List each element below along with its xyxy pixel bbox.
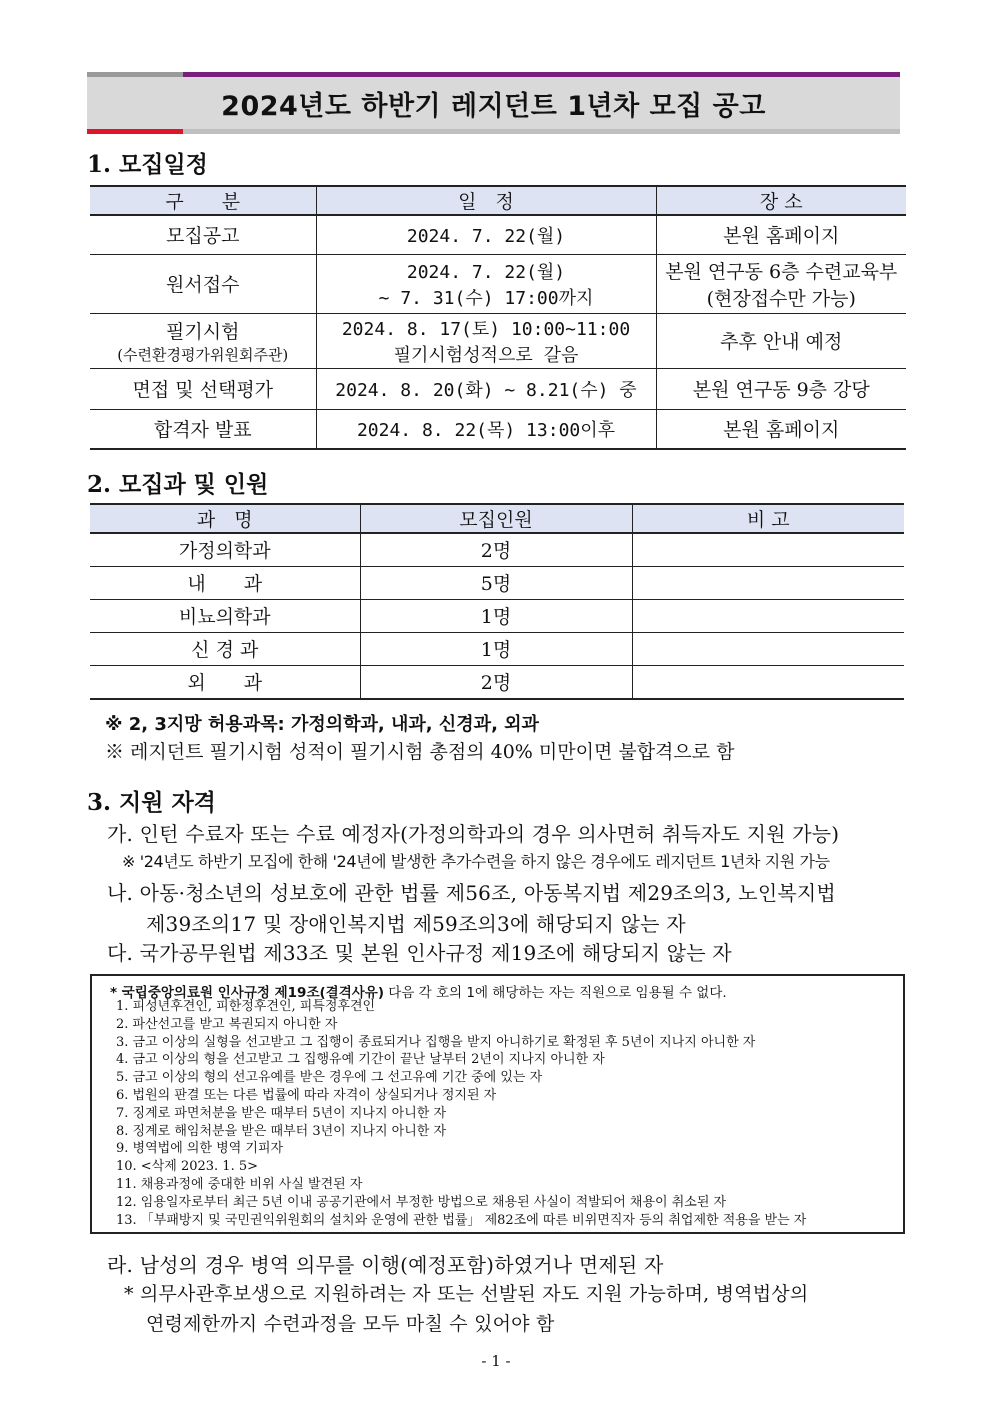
table-row [90,254,906,313]
regulation-item: 4. 금고 이상의 형을 선고받고 그 집행유예 기간이 끝난 날부터 2년이 지나지 아니한 자 [116,1052,605,1068]
row-place: 본원 홈페이지 [656,409,906,449]
header-department: 과 명 [90,504,360,533]
row-date [316,254,656,313]
regulation-item: 7. 징계로 파면처분을 받은 때부터 5년이 지나지 아니한 자 [116,1105,447,1121]
schedule-table [90,185,906,450]
regulation-item: 9. 병역법에 의한 병역 기피자 [116,1141,284,1157]
row-category: 모집공고 [90,215,316,254]
section2-heading: 2. 모집과 및 인원 [87,471,269,498]
title-banner [87,72,900,134]
row-place [656,254,906,313]
regulation-item: 10. <삭제 2023. 1. 5> [116,1159,258,1175]
table-row [90,409,906,449]
regulation-item: 1. 피성년후견인, 피한정후견인, 피특정후견인 [116,999,376,1014]
row-category-line1: 필기시험 [166,320,240,343]
header-place: 장 소 [656,186,906,215]
row-place: 추후 안내 예정 [656,313,906,368]
row-date: 2024. 8. 20(화) ~ 8.21(수) 중 [316,368,656,409]
row-date-line1: 2024. 7. 22(월) [406,261,566,283]
qualification-ra-note-line1: * 의무사관후보생으로 지원하려는 자 또는 선발된 자도 지원 가능하며, 병역법상의 [124,1283,809,1305]
section1-heading: 1. 모집일정 [87,151,208,178]
regulation-item: 12. 임용일자로부터 최근 5년 이내 공공기관에서 부정한 방법으로 채용된 사실이 적발되어 채용이 취소된 자 [116,1194,727,1210]
dept-note [632,533,904,566]
header-category: 구 분 [90,186,316,215]
dept-note [632,632,904,665]
qualification-da: 다. 국가공무원법 제33조 및 본원 인사규정 제19조에 해당되지 않는 자 [107,941,732,965]
qualification-ga-note: ※ '24년도 하반기 모집에 한해 '24년에 발생한 추가수련을 하지 않은 경우에도 레지던트 1년차 지원 가능 [122,852,830,871]
dept-note [632,599,904,632]
table-row [90,313,906,368]
row-date [316,313,656,368]
table-header-row [90,504,904,533]
row-place: 본원 연구동 9층 강당 [656,368,906,409]
row-date: 2024. 8. 22(목) 13:00이후 [316,409,656,449]
regulation-item: 3. 금고 이상의 실형을 선고받고 그 집행이 종료되거나 집행을 받지 아니하기로 확정된 후 5년이 지나지 아니한 자 [116,1034,756,1050]
dept-name: 내 과 [90,566,360,599]
regulation-item: 11. 채용과정에 중대한 비위 사실 발견된 자 [116,1176,363,1192]
table-header-row [90,186,906,215]
dept-name: 비뇨의학과 [90,599,360,632]
regulation-list [116,998,806,1229]
table-row [90,632,904,665]
row-place-line2: (현장접수만 가능) [706,287,856,310]
header-note: 비 고 [632,504,904,533]
dept-name: 가정의학과 [90,533,360,566]
qualification-ra: 라. 남성의 경우 병역 의무를 이행(예정포함)하였거나 면제된 자 [107,1253,664,1277]
qualification-ra-note-line2: 연령제한까지 수련과정을 모두 마칠 수 있어야 함 [146,1313,555,1335]
row-date: 2024. 7. 22(월) [316,215,656,254]
dept-count: 2명 [360,533,632,566]
qualification-na-line2: 제39조의17 및 장애인복지법 제59조의3에 해당되지 않는 자 [146,912,686,936]
row-category: 원서접수 [90,254,316,313]
header-count: 모집인원 [360,504,632,533]
table-row [90,566,904,599]
section3-heading: 3. 지원 자격 [87,789,216,816]
row-place: 본원 홈페이지 [656,215,906,254]
dept-count: 5명 [360,566,632,599]
department-table [90,503,904,700]
dept-name: 외 과 [90,665,360,699]
title-bottom-bar-red [87,129,183,134]
table-row [90,368,906,409]
dept-note [632,566,904,599]
regulation-box [90,974,905,1234]
row-place-line1: 본원 연구동 6층 수련교육부 [665,260,898,283]
regulation-item: 13. 「부패방지 및 국민권익위원회의 설치와 운영에 관한 법률」 제82조에 따른 비위면직자 등의 취업제한 적용을 받는 자 [116,1212,807,1228]
row-category-line2: (수련환경평가위원회주관) [117,345,289,364]
table-row [90,533,904,566]
row-category: 합격자 발표 [90,409,316,449]
row-date-line1: 2024. 8. 17(토) 10:00~11:00 [341,318,631,340]
regulation-item: 6. 법원의 판결 또는 다른 법률에 따라 자격이 상실되거나 정지된 자 [116,1087,497,1103]
row-date-line2: 필기시험성적으로 갈음 [393,344,579,366]
qualification-ga: 가. 인턴 수료자 또는 수료 예정자(가정의학과의 경우 의사면허 취득자도 지원 가능) [107,822,840,846]
table-row [90,665,904,699]
dept-note [632,665,904,699]
regulation-title-rest: 다음 각 호의 1에 해당하는 자는 직원으로 임용될 수 없다. [383,985,727,1001]
note-exam-fail: ※ 레지던트 필기시험 성적이 필기시험 총점의 40% 미만이면 불합격으로 함 [105,741,735,763]
dept-count: 1명 [360,599,632,632]
qualification-na-line1: 나. 아동·청소년의 성보호에 관한 법률 제56조, 아동복지법 제29조의3, 노인복지법 [107,881,836,905]
table-row [90,215,906,254]
title-bottom-bar-gray [183,129,900,134]
note-second-choice: ※ 2, 3지망 허용과목: 가정의학과, 내과, 신경과, 외과 [105,714,539,735]
regulation-item: 5. 금고 이상의 형의 선고유예를 받은 경우에 그 선고유예 기간 중에 있는 자 [116,1070,543,1086]
dept-count: 2명 [360,665,632,699]
row-category: 면접 및 선택평가 [90,368,316,409]
regulation-item: 2. 파산선고를 받고 복권되지 아니한 자 [116,1016,338,1032]
table-row [90,599,904,632]
page-title: 2024년도 하반기 레지던트 1년차 모집 공고 [221,91,766,122]
regulation-item: 8. 징계로 해임처분을 받은 때부터 3년이 지나지 아니한 자 [116,1123,447,1139]
page-number: - 1 - [481,1352,511,1370]
dept-name: 신 경 과 [90,632,360,665]
row-date-line2: ~ 7. 31(수) 17:00까지 [378,287,594,309]
dept-count: 1명 [360,632,632,665]
row-category [90,313,316,368]
header-schedule: 일 정 [316,186,656,215]
regulation-title-bold: * 국립중앙의료원 인사규정 제19조(결격사유) [110,985,384,1001]
